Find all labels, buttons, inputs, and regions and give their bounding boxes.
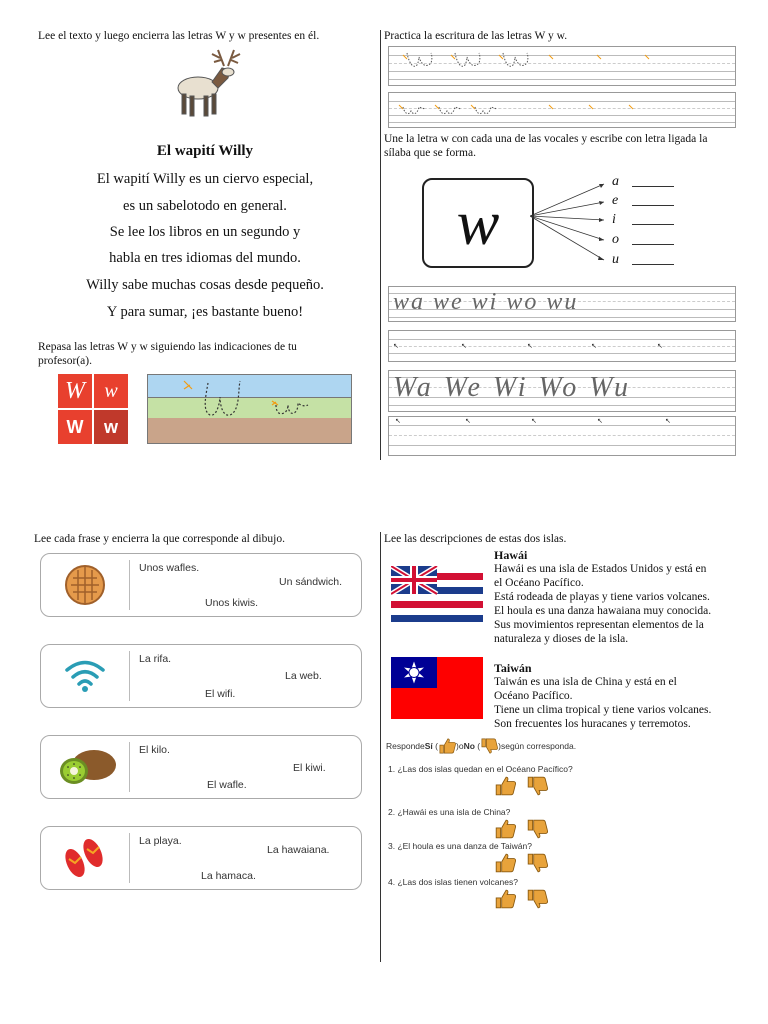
syllable-lines-lower-model (388, 286, 736, 322)
option-text[interactable]: El wafle. (207, 779, 247, 791)
kiwi-icon (41, 736, 129, 798)
prompt-mid: o (458, 741, 464, 751)
taiwan-title: Taiwán (494, 661, 532, 675)
taiwan-line: Taiwán es una isla de China y está en el (494, 676, 677, 688)
poem-line: es un sabelotodo en general. (123, 198, 287, 214)
option-text[interactable]: Unos wafles. (139, 562, 200, 574)
column-divider-bottom (380, 532, 381, 962)
hawaii-line: el Océano Pacífico. (494, 577, 584, 589)
prompt-paren-close: ) (456, 741, 459, 751)
poem-title: El wapití Willy (156, 143, 254, 159)
answer-thumbs-2 (494, 819, 548, 839)
syllable-lines-lower-practice: ↖ ↖ ↖ ↖ ↖ (388, 330, 736, 362)
syllables-upper-trace: Wa We Wi Wo Wu (393, 372, 632, 403)
thumbs-down-icon[interactable] (526, 819, 548, 839)
card-kiwi (40, 735, 362, 799)
card-waffle (40, 553, 362, 617)
question-4: 4. ¿Las dos islas tienen volcanes? (388, 877, 518, 887)
hawaii-title: Hawái (494, 548, 528, 562)
islands-instruction: Lee las descripciones de estas dos islas. (384, 533, 567, 545)
vowel-u: u (612, 252, 619, 267)
syllable-lines-upper-practice: ↖ ↖ ↖ ↖ ↖ (388, 416, 736, 456)
syllables-lower-trace: wa we wi wo wu (393, 289, 579, 315)
elk-illustration (166, 46, 242, 122)
poem-line: Willy sabe muchas cosas desde pequeño. (86, 277, 324, 293)
syllable-lines-upper-model (388, 370, 736, 412)
poem-line: Y para sumar, ¡es bastante bueno! (106, 304, 304, 320)
taiwan-flag (391, 657, 483, 719)
big-letter-box (422, 178, 534, 268)
prompt-no: No (463, 741, 475, 751)
answer-line-i (632, 224, 674, 225)
option-text[interactable]: El kilo. (139, 744, 170, 756)
sandals-icon (41, 827, 129, 889)
poem-line: Se lee los libros en un segundo y (109, 224, 301, 240)
prompt-paren-close-2: ) (498, 741, 501, 751)
tile-print-lower: w (94, 410, 128, 444)
question-1: 1. ¿Las dos islas quedan en el Océano Pacífico? (388, 764, 573, 774)
option-text[interactable]: La rifa. (139, 653, 172, 665)
option-text[interactable]: La hawaiana. (267, 844, 330, 856)
thumbs-down-icon[interactable] (526, 889, 548, 909)
taiwan-line: Son frecuentes los huracanes y terremotos. (494, 718, 691, 730)
wifi-icon (41, 645, 129, 707)
hawaii-line: Sus movimientos representan elementos de la (494, 619, 704, 631)
thumbs-up-icon (438, 738, 456, 754)
option-text[interactable]: El kiwi. (293, 762, 326, 774)
thumbs-up-icon[interactable] (494, 889, 516, 909)
prompt-end: según corresponda. (500, 741, 577, 751)
prompt-yes: Sí (424, 741, 433, 751)
tile-cursive-upper: W (58, 374, 92, 408)
traced-letters (148, 375, 351, 443)
vowel-o: o (612, 232, 619, 247)
vowel-a: a (612, 174, 619, 189)
option-text[interactable]: Unos kiwis. (205, 597, 259, 609)
waffle-icon (41, 554, 129, 616)
answer-line-u (632, 264, 674, 265)
big-cursive-w: w (456, 187, 500, 258)
thumbs-up-icon[interactable] (494, 819, 516, 839)
thumbs-up-icon[interactable] (494, 776, 516, 796)
practice-lines-upper (388, 46, 736, 86)
thumbs-down-icon[interactable] (526, 776, 548, 796)
card-sandals (40, 826, 362, 890)
tracing-band (147, 374, 352, 444)
trace-instruction: Repasa las letras W y w siguiendo las indicaciones de tu profesor(a). (38, 341, 297, 367)
prompt-start: Responde (386, 741, 425, 751)
option-text[interactable]: Un sándwich. (279, 576, 343, 588)
answer-prompt (386, 738, 576, 754)
tile-cursive-lower: w (94, 374, 128, 408)
answer-line-e (632, 205, 674, 206)
option-text[interactable]: La hamaca. (201, 870, 256, 882)
vowel-connector-lines (530, 176, 620, 272)
question-2: 2. ¿Hawái es una isla de China? (388, 807, 511, 817)
vowel-i: i (612, 212, 616, 227)
hawaii-line: naturaleza y dioses de la isla. (494, 633, 629, 645)
tile-print-upper: W (58, 410, 92, 444)
hawaii-flag (391, 566, 483, 622)
answer-line-o (632, 244, 674, 245)
taiwan-line: Tiene un clima tropical y tiene varios volcanes. (494, 704, 712, 716)
option-text[interactable]: El wifi. (205, 688, 236, 700)
column-divider-top (380, 30, 381, 460)
answer-thumbs-1 (494, 776, 548, 796)
answer-thumbs-3 (494, 853, 548, 873)
practice-lines-lower (388, 92, 736, 128)
letter-tiles (58, 374, 128, 444)
practice-instruction: Practica la escritura de las letras W y w. (384, 30, 568, 42)
answer-thumbs-4 (494, 889, 548, 909)
taiwan-line: Océano Pacífico. (494, 690, 573, 702)
option-text[interactable]: La web. (285, 670, 322, 682)
question-3: 3. ¿El houla es una danza de Taiwán? (388, 841, 532, 851)
hawaii-line: El houla es una danza hawaiana muy conocida. (494, 605, 712, 617)
thumbs-down-icon (480, 738, 498, 754)
answer-line-a (632, 186, 674, 187)
poem-line: El wapití Willy es un ciervo especial, (96, 171, 314, 187)
join-instruction: Une la letra w con cada una de las vocales y escribe con letra ligada la sílaba que se forma. (384, 133, 708, 159)
poem-line: habla en tres idiomas del mundo. (109, 250, 301, 266)
thumbs-up-icon[interactable] (494, 853, 516, 873)
prompt-paren-open-2: ( (474, 741, 481, 751)
thumbs-down-icon[interactable] (526, 853, 548, 873)
card-wifi (40, 644, 362, 708)
vowel-e: e (612, 193, 619, 208)
hawaii-line: Está rodeada de playas y tiene varios volcanes. (494, 591, 710, 603)
read-instruction: Lee el texto y luego encierra las letras W y w presentes en él. (38, 30, 320, 42)
match-instruction: Lee cada frase y encierra la que corresponde al dibujo. (34, 533, 285, 545)
option-text[interactable]: La playa. (139, 835, 182, 847)
hawaii-line: Hawái es una isla de Estados Unidos y está en (494, 563, 707, 575)
prompt-paren-open: ( (432, 741, 438, 751)
